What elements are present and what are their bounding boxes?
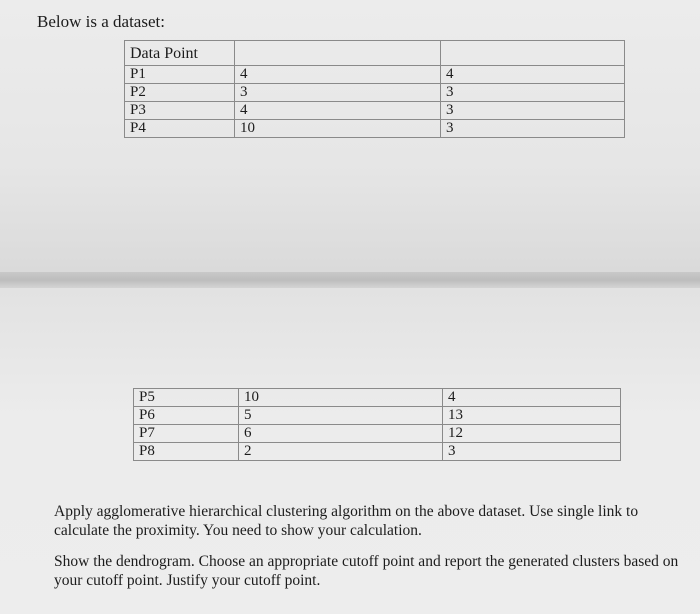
table-cell: 3	[235, 84, 441, 102]
table-row	[125, 120, 625, 138]
table-cell: P8	[134, 443, 239, 461]
table-row	[134, 425, 621, 443]
table-cell: 3	[441, 84, 625, 102]
table-cell: P6	[134, 407, 239, 425]
table-cell: 13	[443, 407, 621, 425]
task-instructions	[54, 502, 684, 602]
table-cell: 3	[443, 443, 621, 461]
table-row	[125, 84, 625, 102]
table-cell: P5	[134, 389, 239, 407]
table-row	[134, 407, 621, 425]
table-cell: 4	[441, 66, 625, 84]
table-cell: 10	[235, 120, 441, 138]
table-cell: 6	[239, 425, 443, 443]
dataset-table-bottom	[133, 388, 621, 461]
table-cell: 4	[235, 102, 441, 120]
table-cell: Data Point	[125, 41, 235, 66]
task-2-text: Show the dendrogram. Choose an appropriate cutoff point and report the generated clusters based on your cutoff point. Justify your cutoff point.	[54, 553, 679, 589]
table-cell: P3	[125, 102, 235, 120]
page-divider	[0, 272, 700, 288]
intro-text: Below is a dataset:	[37, 12, 165, 31]
dataset-table-top	[124, 40, 625, 138]
table-cell: 4	[443, 389, 621, 407]
table-cell	[441, 41, 625, 66]
table-cell: P2	[125, 84, 235, 102]
table-cell: 10	[239, 389, 443, 407]
table-header-row	[125, 41, 625, 66]
table-cell: 3	[441, 120, 625, 138]
task-1-text: Apply agglomerative hierarchical clustering algorithm on the above dataset. Use single link to calculate the proximity. You need to show your calculation.	[54, 503, 639, 539]
table-cell: 2	[239, 443, 443, 461]
table-cell	[235, 41, 441, 66]
table-row	[125, 102, 625, 120]
table-cell: P7	[134, 425, 239, 443]
table-cell: 12	[443, 425, 621, 443]
table-cell: 5	[239, 407, 443, 425]
table-cell: P4	[125, 120, 235, 138]
table-cell: 3	[441, 102, 625, 120]
table-row	[125, 66, 625, 84]
table-row	[134, 443, 621, 461]
table-cell: 4	[235, 66, 441, 84]
table-row	[134, 389, 621, 407]
table-cell: P1	[125, 66, 235, 84]
